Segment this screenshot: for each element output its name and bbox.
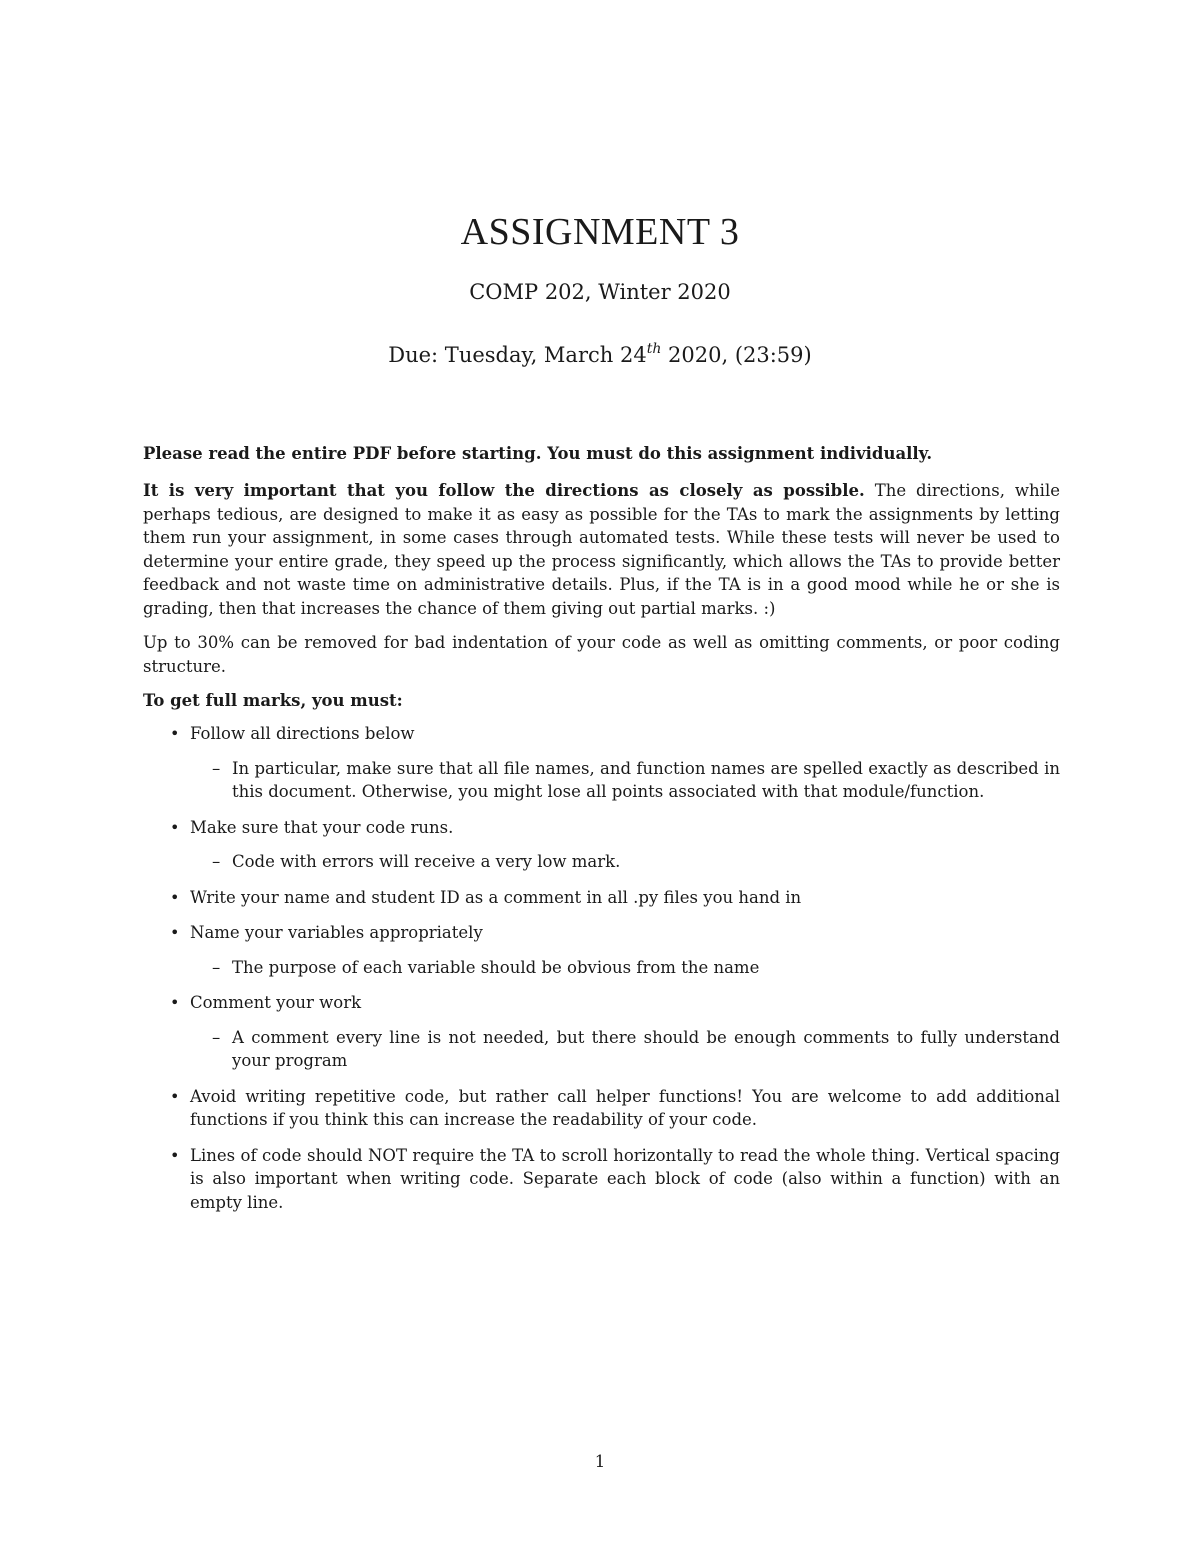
sub-requirement-item <box>190 850 1060 874</box>
due-date-suffix: 2020, (23:59) <box>661 343 812 367</box>
sub-requirements-list <box>190 757 1060 804</box>
sub-requirement-text: – Code with errors will receive a very low mark. <box>232 852 621 871</box>
requirements-list <box>170 722 1060 1214</box>
sub-requirement-text: – The purpose of each variable should be obvious from the name <box>232 957 760 977</box>
page-number: 1 <box>594 1452 606 1471</box>
sub-requirements-list <box>190 850 1060 874</box>
requirement-text: • Lines of code should NOT require the TA to scroll horizontally to read the whole thing. Vertical spacing is also important when writing code. Separate each block of code (also within a function) with an empty line. <box>190 1145 1060 1212</box>
full-marks-heading <box>143 689 1060 713</box>
important-bold-text: It is very important that you follow the directions as closely as possible. <box>143 481 865 500</box>
requirement-text: • Make sure that your code runs. <box>190 817 454 837</box>
requirement-text: • Comment your work <box>190 993 362 1012</box>
sub-requirements-list <box>190 956 1060 980</box>
requirement-item <box>170 816 1060 874</box>
due-date-superscript: th <box>646 341 662 357</box>
sub-requirement-item <box>190 757 1060 804</box>
sub-requirement-item <box>190 1026 1060 1073</box>
important-text: The directions, while perhaps tedious, are designed to make it as easy as possible for the TAs to mark the assignments by letting them run your assignment, in some cases through automated tests. While these tests will never be used to determine your entire grade, they speed up the process significantly, which allows the TAs to provide better feedback and not waste time on administrative details. Plus, if the TA is in a good mood while he or she is grading, then that increases the chance of them giving out partial marks. :) <box>143 481 1060 618</box>
requirement-item <box>170 991 1060 1073</box>
requirement-item <box>170 921 1060 979</box>
due-date <box>0 341 1200 367</box>
sub-requirements-list <box>190 1026 1060 1073</box>
due-date-prefix: Due: Tuesday, March 24 <box>388 343 647 367</box>
sub-requirement-text: – A comment every line is not needed, but there should be enough comments to fully understand your program <box>232 1027 1060 1070</box>
requirement-text: • Name your variables appropriately <box>190 923 483 942</box>
sub-requirement-text: – In particular, make sure that all file names, and function names are spelled exactly as described in this document. Otherwise, you might lose all points associated with that module/function. <box>232 758 1060 801</box>
intro-paragraph <box>143 442 1060 466</box>
requirement-text: • Avoid writing repetitive code, but rather call helper functions! You are welcome to add additional functions if you think this can increase the readability of your code. <box>190 1086 1060 1129</box>
requirement-text: • Write your name and student ID as a comment in all .py files you hand in <box>190 887 802 907</box>
requirement-text: • Follow all directions below <box>190 724 415 743</box>
full-marks-heading-text: To get full marks, you must: <box>143 691 403 710</box>
requirement-item <box>170 886 1060 910</box>
requirement-item <box>170 1144 1060 1215</box>
sub-requirement-item <box>190 956 1060 980</box>
requirement-item <box>170 1085 1060 1132</box>
indentation-note: Up to 30% can be removed for bad indentation of your code as well as omitting comments, or poor coding structure. <box>143 633 1060 676</box>
page-title: ASSIGNMENT 3 <box>460 211 740 253</box>
important-paragraph <box>143 479 1060 620</box>
requirement-item <box>170 722 1060 804</box>
intro-bold-text: Please read the entire PDF before starting. You must do this assignment individually. <box>143 444 933 463</box>
course-subtitle: COMP 202, Winter 2020 <box>469 280 731 304</box>
